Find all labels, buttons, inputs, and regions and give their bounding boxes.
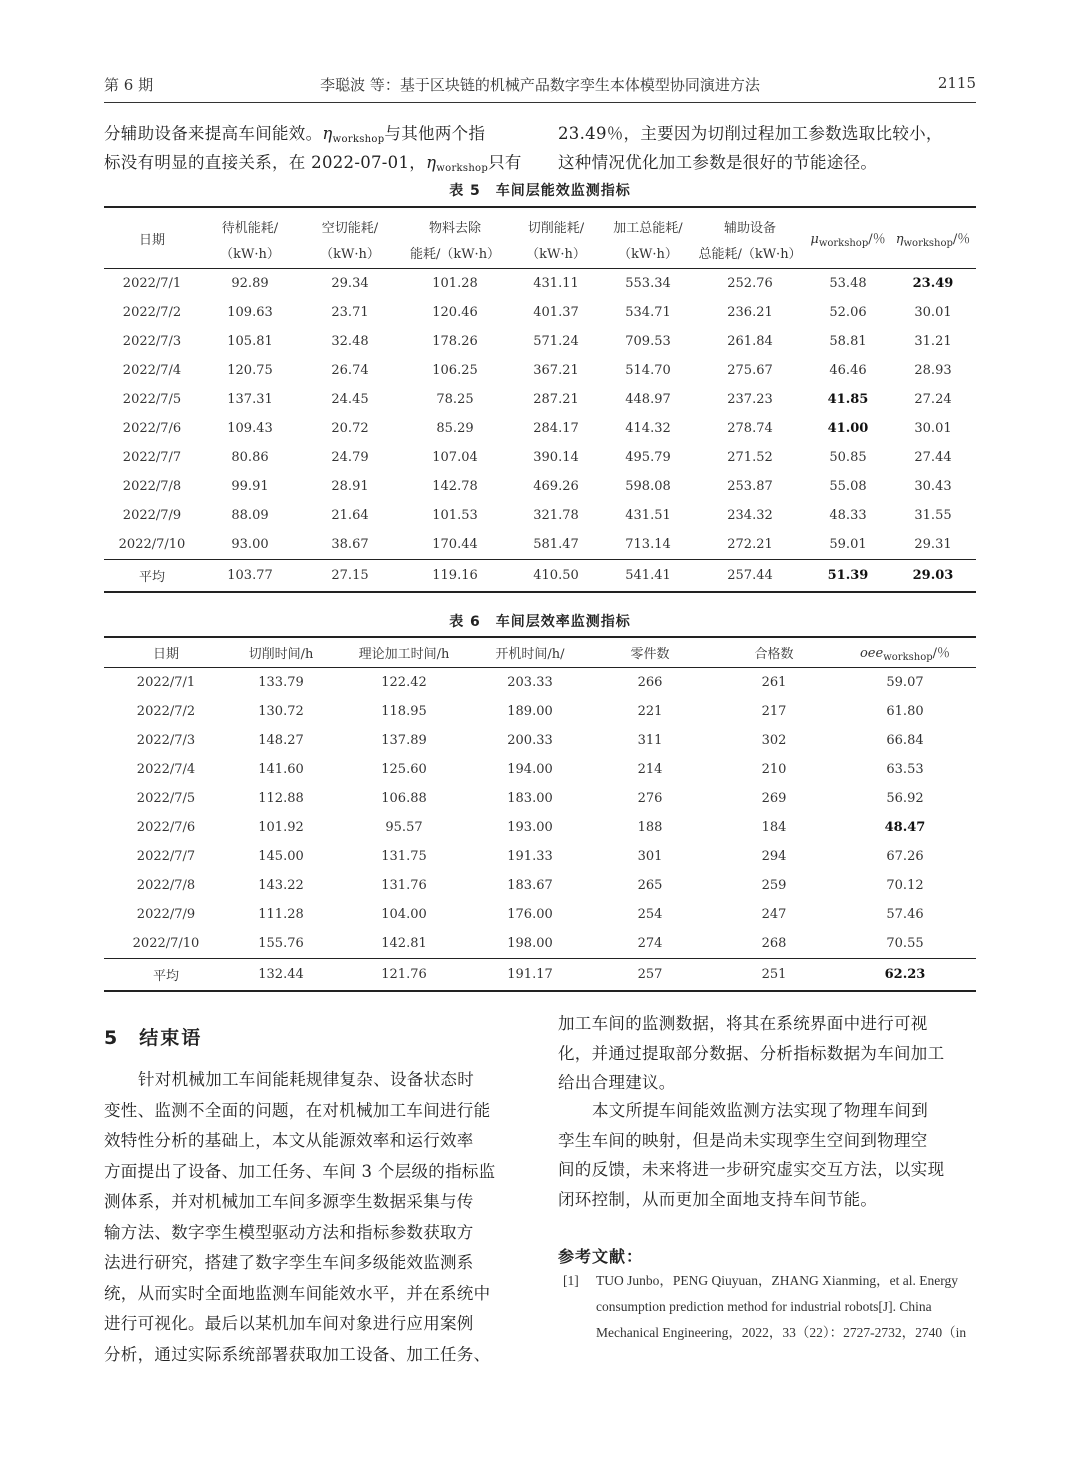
- t5-cell: 431.51: [625, 508, 671, 523]
- t5-header-total-unit: （kW·h）: [602, 236, 694, 269]
- t5-cell: 414.32: [625, 421, 671, 436]
- t6-cell: 2022/7/3: [136, 733, 196, 748]
- t5-cell: 514.70: [625, 363, 671, 378]
- t5-cell: 26.74: [331, 363, 369, 378]
- t6-cell: 194.00: [507, 762, 553, 777]
- t5-cell: 28.93: [914, 363, 952, 378]
- body-line: 方面提出了设备、加工任务、车间 3 个层级的指标监: [104, 1161, 496, 1181]
- t5-cell: 367.21: [533, 363, 579, 378]
- t5-cell: 272.21: [727, 537, 773, 552]
- t6-cell: 70.12: [886, 878, 924, 893]
- eta-symbol: η: [895, 231, 904, 247]
- top-left-line-2: [104, 147, 522, 184]
- t6-cell: 259: [761, 878, 787, 893]
- t6-average-cell: 平均: [104, 959, 228, 992]
- t6-header-cut-time: 切削时间/h: [228, 637, 334, 668]
- t6-average-cell: 62.23: [834, 959, 976, 992]
- t5-cell: 709.53: [625, 334, 671, 349]
- t5-header-removal: 物料去除: [400, 207, 510, 236]
- t6-cell: 188: [637, 820, 663, 835]
- t5-cell: 101.28: [432, 276, 478, 291]
- t6-cell: 95.57: [385, 820, 423, 835]
- t5-cell: 24.45: [331, 392, 369, 407]
- section5-left-column: [104, 1065, 528, 1370]
- t6-cell: 59.07: [886, 675, 924, 690]
- t6-cell: 268: [761, 936, 787, 951]
- t5-row: [104, 530, 976, 560]
- t5-cell: 713.14: [625, 537, 671, 552]
- t6-cell: 261: [761, 675, 787, 690]
- t5-cell: 27.24: [914, 392, 952, 407]
- t5-cell: 107.04: [432, 450, 478, 465]
- t5-header-date-spacer: [104, 207, 200, 236]
- t6-cell: 63.53: [886, 762, 924, 777]
- t6-cell: 148.27: [258, 733, 304, 748]
- t6-cell: 67.26: [886, 849, 924, 864]
- t6-cell: 247: [761, 907, 787, 922]
- body-line: 测体系，并对机械加工车间多源孪生数据采集与传: [104, 1192, 474, 1211]
- t5-cell: 431.11: [533, 276, 579, 291]
- t5-cell: 52.06: [829, 305, 867, 320]
- page-number: 2115: [937, 74, 976, 92]
- t5-cell: 55.08: [829, 479, 867, 494]
- body-line: 间的反馈，未来将进一步研究虚实交互方法，以实现: [558, 1160, 945, 1179]
- body-line: 加工车间的监测数据，将其在系统界面中进行可视: [558, 1014, 928, 1033]
- t5-cell: 469.26: [533, 479, 579, 494]
- unit: /％: [952, 231, 971, 247]
- t6-cell: 266: [637, 675, 663, 690]
- text-span: 只有: [488, 153, 522, 172]
- t5-cell: 106.25: [432, 363, 478, 378]
- mu-symbol: μ: [810, 231, 819, 247]
- t6-cell: 48.47: [884, 820, 926, 835]
- body-line: 输方法、数字孪生模型驱动方法和指标参数获取方: [104, 1222, 474, 1242]
- t5-cell: 2022/7/5: [122, 392, 182, 407]
- t5-cell: 234.32: [727, 508, 773, 523]
- t5-header-mu-cell: [806, 231, 890, 269]
- t6-cell: 143.22: [258, 878, 304, 893]
- t5-cell: 321.78: [533, 508, 579, 523]
- t6-cell: 2022/7/4: [136, 762, 196, 777]
- body-line: 闭环控制，从而更加全面地支持车间节能。: [558, 1189, 878, 1209]
- t6-average-cell: 251: [714, 959, 834, 992]
- t5-average-cell: 51.39: [806, 560, 890, 593]
- t5-cell: 24.79: [331, 450, 369, 465]
- t5-header-aux: 辅助设备: [694, 207, 806, 236]
- t5-header-cutting: 切削能耗/: [510, 207, 602, 236]
- ref1-body: [596, 1268, 966, 1346]
- eta-symbol: η: [426, 153, 437, 172]
- t6-cell: 183.67: [507, 878, 553, 893]
- t5-header-eta: [896, 232, 971, 247]
- t5-cell: 93.00: [231, 537, 269, 552]
- t5-cell: 534.71: [625, 305, 671, 320]
- subscript: workshop: [903, 237, 953, 249]
- t6-cell: 269: [761, 791, 787, 806]
- t6-cell: 214: [637, 762, 663, 777]
- t6-average-cell: 121.76: [334, 959, 474, 992]
- t5-average-cell: 103.77: [200, 560, 300, 593]
- body-line: 进行可视化。最后以某机加车间对象进行应用案例: [104, 1314, 474, 1333]
- t6-cell: 254: [637, 907, 663, 922]
- t5-cell: 23.71: [331, 305, 369, 320]
- t6-row: [104, 871, 976, 900]
- t6-cell: 183.00: [507, 791, 553, 806]
- section5-right-para-1: [558, 1009, 978, 1098]
- t5-average-cell: 29.03: [890, 560, 976, 593]
- t5-row: [104, 443, 976, 472]
- text-span: 标没有明显的直接关系，在 2022-07-01，: [104, 153, 427, 172]
- t6-cell: 131.75: [381, 849, 427, 864]
- t5-cell: 287.21: [533, 392, 579, 407]
- t5-row: [104, 356, 976, 385]
- t5-cell: 142.78: [432, 479, 478, 494]
- t5-cell: 88.09: [231, 508, 269, 523]
- t6-row: [104, 784, 976, 813]
- t5-header-eta-cell: [890, 231, 976, 269]
- issue-number: 第 6 期: [104, 76, 154, 94]
- section5-heading: [104, 1023, 202, 1050]
- body-line: 给出合理建议。: [558, 1073, 676, 1092]
- t6-cell: 198.00: [507, 936, 553, 951]
- t5-header-total: 加工总能耗/: [602, 207, 694, 236]
- t5-header-standby: 待机能耗/: [200, 207, 300, 236]
- t5-cell: 2022/7/1: [122, 276, 182, 291]
- t5-cell: 275.67: [727, 363, 773, 378]
- t6-header-date: 日期: [104, 637, 228, 668]
- t6-average-cell: 191.17: [474, 959, 586, 992]
- t5-cell: 80.86: [231, 450, 269, 465]
- t5-average-cell: 541.41: [602, 560, 694, 593]
- ref1-line: TUO Junbo，PENG Qiuyuan，ZHANG Xianming，et al. Energy: [596, 1273, 958, 1288]
- table6: [104, 636, 976, 992]
- t6-row: [104, 668, 976, 698]
- t6-average-row: [104, 959, 976, 992]
- t5-cell: 271.52: [727, 450, 773, 465]
- t6-cell: 141.60: [258, 762, 304, 777]
- t5-row: [104, 327, 976, 356]
- t5-cell: 278.74: [727, 421, 773, 436]
- t5-cell: 2022/7/8: [122, 479, 182, 494]
- t6-header-on-time: 开机时间/h/: [474, 637, 586, 668]
- t6-header-parts: 零件数: [586, 637, 714, 668]
- ref1-label: [1]: [563, 1273, 579, 1288]
- t6-header-qualified: 合格数: [714, 637, 834, 668]
- t5-header-idle: 空切能耗/: [300, 207, 400, 236]
- t5-cell: 120.75: [227, 363, 273, 378]
- t6-average-cell: 132.44: [228, 959, 334, 992]
- t6-cell: 125.60: [381, 762, 427, 777]
- oee-symbol: oee: [859, 646, 884, 661]
- text-span: 分辅助设备来提高车间能效。: [104, 124, 323, 143]
- t5-cell: 2022/7/6: [122, 421, 182, 436]
- t5-header-standby-unit: （kW·h）: [200, 236, 300, 269]
- t6-cell: 203.33: [507, 675, 553, 690]
- t5-cell: 390.14: [533, 450, 579, 465]
- t5-header-idle-unit: （kW·h）: [300, 236, 400, 269]
- t5-cell: 53.48: [829, 276, 867, 291]
- t5-header-removal-unit: 能耗/（kW·h）: [400, 236, 510, 269]
- t6-row: [104, 900, 976, 929]
- t5-average-cell: 119.16: [400, 560, 510, 593]
- t6-cell: 66.84: [886, 733, 924, 748]
- t5-average-cell: 27.15: [300, 560, 400, 593]
- t5-cell: 59.01: [829, 537, 867, 552]
- body-line: 法进行研究，搭建了数字孪生车间多级能效监测系: [104, 1253, 474, 1272]
- t6-cell: 221: [637, 704, 663, 719]
- subscript: workshop: [332, 134, 385, 145]
- t5-cell: 170.44: [432, 537, 478, 552]
- t5-cell: 237.23: [727, 392, 773, 407]
- t6-cell: 191.33: [507, 849, 553, 864]
- t5-cell: 109.43: [227, 421, 273, 436]
- t5-average-cell: 257.44: [694, 560, 806, 593]
- t6-cell: 142.81: [381, 936, 427, 951]
- t6-cell: 193.00: [507, 820, 553, 835]
- t5-cell: 21.64: [331, 508, 369, 523]
- t5-cell: 30.01: [914, 305, 952, 320]
- t5-cell: 58.81: [829, 334, 867, 349]
- t5-cell: 137.31: [227, 392, 273, 407]
- subscript: workshop: [818, 237, 869, 249]
- t6-cell: 57.46: [886, 907, 924, 922]
- t6-cell: 2022/7/10: [132, 936, 200, 951]
- t6-cell: 2022/7/2: [136, 704, 196, 719]
- section-number: 5: [104, 1027, 120, 1049]
- t5-row: [104, 385, 976, 414]
- t6-cell: 265: [637, 878, 663, 893]
- t6-cell: 2022/7/7: [136, 849, 196, 864]
- t6-cell: 311: [637, 733, 663, 748]
- t5-average-cell: 410.50: [510, 560, 602, 593]
- t5-cell: 261.84: [727, 334, 773, 349]
- table6-body: [104, 668, 976, 992]
- t5-cell: 50.85: [829, 450, 867, 465]
- t6-cell: 155.76: [258, 936, 304, 951]
- t5-cell: 28.91: [331, 479, 369, 494]
- t6-cell: 137.89: [381, 733, 427, 748]
- t5-cell: 101.53: [432, 508, 478, 523]
- t5-cell: 2022/7/2: [122, 305, 182, 320]
- t6-cell: 112.88: [258, 791, 304, 806]
- running-title: 李聪波 等：基于区块链的机械产品数字孪生本体模型协同演进方法: [320, 76, 760, 94]
- t5-cell: 30.43: [914, 479, 952, 494]
- t5-cell: 2022/7/9: [122, 508, 182, 523]
- t5-header-date: 日期: [138, 232, 165, 248]
- t5-average-cell: 平均: [104, 560, 200, 593]
- eta-symbol: η: [322, 124, 333, 143]
- t6-row: [104, 813, 976, 842]
- section-title: 结束语: [139, 1027, 203, 1049]
- t5-cell: 29.31: [914, 537, 952, 552]
- t6-row: [104, 697, 976, 726]
- t5-cell: 401.37: [533, 305, 579, 320]
- t6-row: [104, 929, 976, 959]
- t5-cell: 20.72: [331, 421, 369, 436]
- body-line: 本文所提车间能效监测方法实现了物理车间到: [592, 1101, 928, 1120]
- t6-cell: 2022/7/5: [136, 791, 196, 806]
- t5-row: [104, 472, 976, 501]
- t6-cell: 131.76: [381, 878, 427, 893]
- top-right-line-1: 23.49％，主要因为切削过程加工参数选取比较小，: [558, 124, 943, 143]
- t6-cell: 145.00: [258, 849, 304, 864]
- t5-cell: 109.63: [227, 305, 273, 320]
- ref1-line: Mechanical Engineering，2022，33（22）：2727-2732，2740（in: [596, 1325, 967, 1340]
- t5-cell: 46.46: [829, 363, 867, 378]
- t5-cell: 41.85: [827, 392, 869, 407]
- section5-right-para-2: [558, 1096, 978, 1214]
- t6-cell: 2022/7/8: [136, 878, 196, 893]
- t6-cell: 274: [637, 936, 663, 951]
- t5-cell: 92.89: [231, 276, 269, 291]
- t6-cell: 301: [637, 849, 663, 864]
- subscript: workshop: [883, 652, 933, 663]
- t5-cell: 553.34: [625, 276, 671, 291]
- t5-cell: 23.49: [912, 276, 954, 291]
- body-line: 孪生车间的映射，但是尚未实现孪生空间到物理空: [558, 1130, 928, 1150]
- t5-cell: 495.79: [625, 450, 671, 465]
- body-line: 统，从而实时全面地监测车间能效水平，并在系统中: [104, 1283, 491, 1303]
- t5-cell: 120.46: [432, 305, 478, 320]
- t6-cell: 61.80: [886, 704, 924, 719]
- t6-cell: 122.42: [381, 675, 427, 690]
- body-line: 针对机械加工车间能耗规律复杂、设备状态时: [138, 1070, 474, 1089]
- unit: /％: [932, 646, 951, 661]
- unit: /％: [868, 231, 886, 247]
- t6-cell: 104.00: [381, 907, 427, 922]
- body-line: 变性、监测不全面的问题，在对机械加工车间进行能: [104, 1100, 491, 1120]
- t5-cell: 29.34: [331, 276, 369, 291]
- t5-cell: 252.76: [727, 276, 773, 291]
- t5-cell: 32.48: [331, 334, 369, 349]
- t6-cell: 56.92: [886, 791, 924, 806]
- top-right-line-2: 这种情况优化加工参数是很好的节能途径。: [558, 153, 878, 172]
- t6-cell: 276: [637, 791, 663, 806]
- ref1-line: consumption prediction method for industrial robots[J]. China: [596, 1299, 932, 1314]
- t5-cell: 2022/7/10: [118, 537, 186, 552]
- t6-cell: 302: [761, 733, 787, 748]
- t5-row: [104, 414, 976, 443]
- t6-cell: 111.28: [258, 907, 304, 922]
- t5-cell: 48.33: [829, 508, 867, 523]
- t6-row: [104, 755, 976, 784]
- t5-cell: 78.25: [436, 392, 474, 407]
- table5-body: [104, 269, 976, 593]
- t6-cell: 184: [761, 820, 787, 835]
- body-line: 分析，通过实际系统部署获取加工设备、加工任务、: [104, 1344, 491, 1364]
- t5-cell: 2022/7/3: [122, 334, 182, 349]
- t5-header-aux-unit: 总能耗/（kW·h）: [694, 236, 806, 269]
- t6-cell: 106.88: [381, 791, 427, 806]
- t5-cell: 178.26: [432, 334, 478, 349]
- t6-cell: 118.95: [381, 704, 427, 719]
- t6-cell: 70.55: [886, 936, 924, 951]
- t5-header-date-cell: [104, 232, 200, 269]
- t6-cell: 130.72: [258, 704, 304, 719]
- t5-header-mu: [810, 232, 885, 247]
- t5-cell: 2022/7/7: [122, 450, 182, 465]
- t6-row: [104, 726, 976, 755]
- t5-cell: 41.00: [827, 421, 869, 436]
- t5-row: [104, 501, 976, 530]
- t5-cell: 38.67: [331, 537, 369, 552]
- t6-row: [104, 842, 976, 871]
- table5: [104, 206, 976, 593]
- t5-header-cutting-unit: （kW·h）: [510, 236, 602, 269]
- t6-cell: 133.79: [258, 675, 304, 690]
- t5-cell: 253.87: [727, 479, 773, 494]
- t6-cell: 2022/7/1: [136, 675, 196, 690]
- t6-header-theory-time: 理论加工时间/h: [334, 637, 474, 668]
- t5-cell: 2022/7/4: [122, 363, 182, 378]
- t6-cell: 176.00: [507, 907, 553, 922]
- t5-cell: 448.97: [625, 392, 671, 407]
- t6-header-oee: [834, 637, 976, 668]
- table6-caption: 表 6 车间层效率监测指标: [449, 614, 631, 630]
- t6-cell: 2022/7/9: [136, 907, 196, 922]
- t6-cell: 217: [761, 704, 787, 719]
- t5-cell: 581.47: [533, 537, 579, 552]
- body-line: 化，并通过提取部分数据、分析指标数据为车间加工: [558, 1043, 945, 1063]
- t5-cell: 30.01: [914, 421, 952, 436]
- references-heading: 参考文献：: [558, 1247, 644, 1266]
- t5-cell: 105.81: [227, 334, 273, 349]
- t5-cell: 85.29: [436, 421, 474, 436]
- t5-cell: 31.55: [914, 508, 952, 523]
- t5-cell: 284.17: [533, 421, 579, 436]
- t5-cell: 31.21: [914, 334, 952, 349]
- table5-caption: 表 5 车间层能效监测指标: [449, 183, 631, 199]
- subscript: workshop: [436, 163, 489, 174]
- body-line: 效特性分析的基础上，本文从能源效率和运行效率: [104, 1131, 474, 1150]
- t6-cell: 2022/7/6: [136, 820, 196, 835]
- t6-average-cell: 257: [586, 959, 714, 992]
- header-rule: [104, 102, 976, 103]
- t5-cell: 571.24: [533, 334, 579, 349]
- t6-cell: 101.92: [258, 820, 304, 835]
- t5-average-row: [104, 560, 976, 593]
- t5-row: [104, 298, 976, 327]
- t6-cell: 200.33: [507, 733, 553, 748]
- t5-row: [104, 269, 976, 299]
- t5-cell: 236.21: [727, 305, 773, 320]
- t5-cell: 99.91: [231, 479, 269, 494]
- t5-cell: 598.08: [625, 479, 671, 494]
- t6-cell: 189.00: [507, 704, 553, 719]
- t5-cell: 27.44: [914, 450, 952, 465]
- t6-cell: 294: [761, 849, 787, 864]
- text-span: 与其他两个指: [384, 124, 486, 143]
- t6-cell: 210: [761, 762, 787, 777]
